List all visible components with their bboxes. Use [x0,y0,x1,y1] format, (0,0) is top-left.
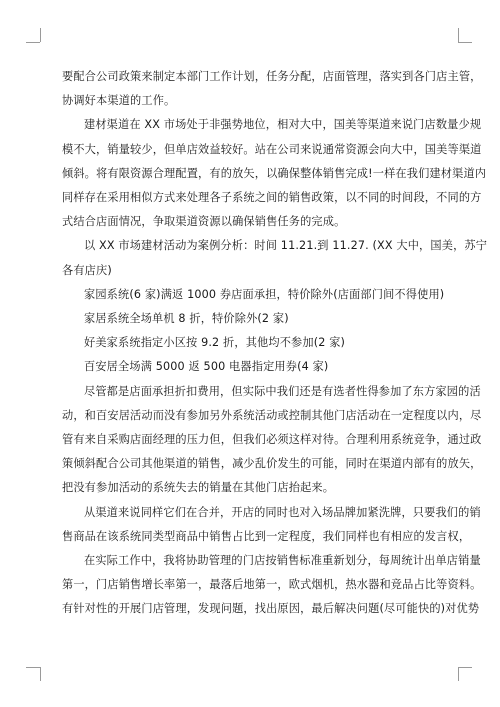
text-line: 好美家系统指定小区按 9.2 折，其他均不参加(2 家) [84,336,346,350]
text-line: 式结合店面情况，争取渠道资源以确保销售任务的完成。 [62,215,346,229]
crop-mark-top-right-vertical [458,28,459,42]
text-line: 动，和百安居活动而没有参加另外系统活动或控制其他门店活动在一定程度以内，尽 [62,408,482,422]
text-line: 以 XX 市场建材活动为案例分析：时间 11.21.到 11.27. (XX 大中，国美，苏宁 [84,239,488,253]
text-line: 各有店庆) [62,263,112,277]
text-line: 第一，门店销售增长率第一，最落后地第一，欧式烟机，热水器和竞品占比等资料。 [62,578,482,592]
text-line: 要配合公司政策来制定本部门工作计划，任务分配，店面管理，落实到各门店主管， [62,70,482,83]
paragraph [62,113,487,234]
text-line: 同样存在采用相似方式来处理各子系统之间的销售政策，以不同的时间段，不同的方 [62,191,482,205]
crop-mark-top-right [458,42,472,43]
text-line: 售商品在该系统同类型商品中销售占比到一定程度，我们同样也有相应的发言权， [62,529,471,543]
text-line: 协调好本渠道的工作。 [62,94,176,108]
text-line: 倾斜。将有限资源合理配置，有的放矢，以确保整体销售完成!一样在我们建材渠道内 [62,166,487,180]
text-line: 把没有参加活动的系统失去的销量在其他门店抬起来。 [62,481,335,495]
body-text [62,65,488,622]
text-line: 在实际工作中，我将协助管理的门店按销售标准重新划分，每周统计出单店销量 [84,554,481,568]
text-line: 百安居全场满 5000 返 500 电器指定用券(4 家) [84,360,329,374]
crop-mark-top-left [26,42,40,43]
paragraph [62,234,488,282]
paragraph [62,307,440,331]
paragraph [62,380,482,501]
paragraph [62,501,481,549]
text-line: 尽管都是店面承担折扣费用，但实际中我们还是有选者性得参加了东方家园的活 [84,384,481,398]
text-line: 管有来自采购店面经理的压力但，但我们必须这样对待。合理利用系统竞争，通过政 [62,433,482,447]
paragraph [62,283,445,307]
paragraph [62,331,440,355]
crop-mark-bottom-left [26,667,40,668]
paragraph [62,549,482,622]
crop-mark-bottom-left-vertical [40,667,41,681]
text-line: 家居系统全场单机 8 折，特价除外(2 家) [84,312,289,326]
paragraph [62,65,482,113]
text-line: 策倾斜配合公司其他渠道的销售，减少乱价发生的可能，同时在渠道内部有的放矢， [62,457,482,471]
text-line: 从渠道来说同样它们在合并，开店的同时也对入场品牌加紧洗牌，只要我们的销 [84,505,481,519]
crop-mark-top-left-vertical [40,28,41,42]
text-line: 家园系统(6 家)满返 1000 券店面承担，特价除外(店面部门间不得使用) [84,287,445,301]
crop-mark-bottom-right-vertical [458,667,459,681]
text-line: 模不大，销量较少，但单店效益较好。站在公司来说通常资源会向大中，国美等渠道 [62,142,482,156]
text-line: 建材渠道在 XX 市场处于非强势地位，相对大中，国美等渠道来说门店数量少规 [84,118,482,132]
text-line: 有针对性的开展门店管理，发现问题，找出原因，最后解决问题(尽可能快的)对优势 [62,602,480,616]
crop-mark-bottom-right [458,667,472,668]
paragraph [62,355,440,379]
